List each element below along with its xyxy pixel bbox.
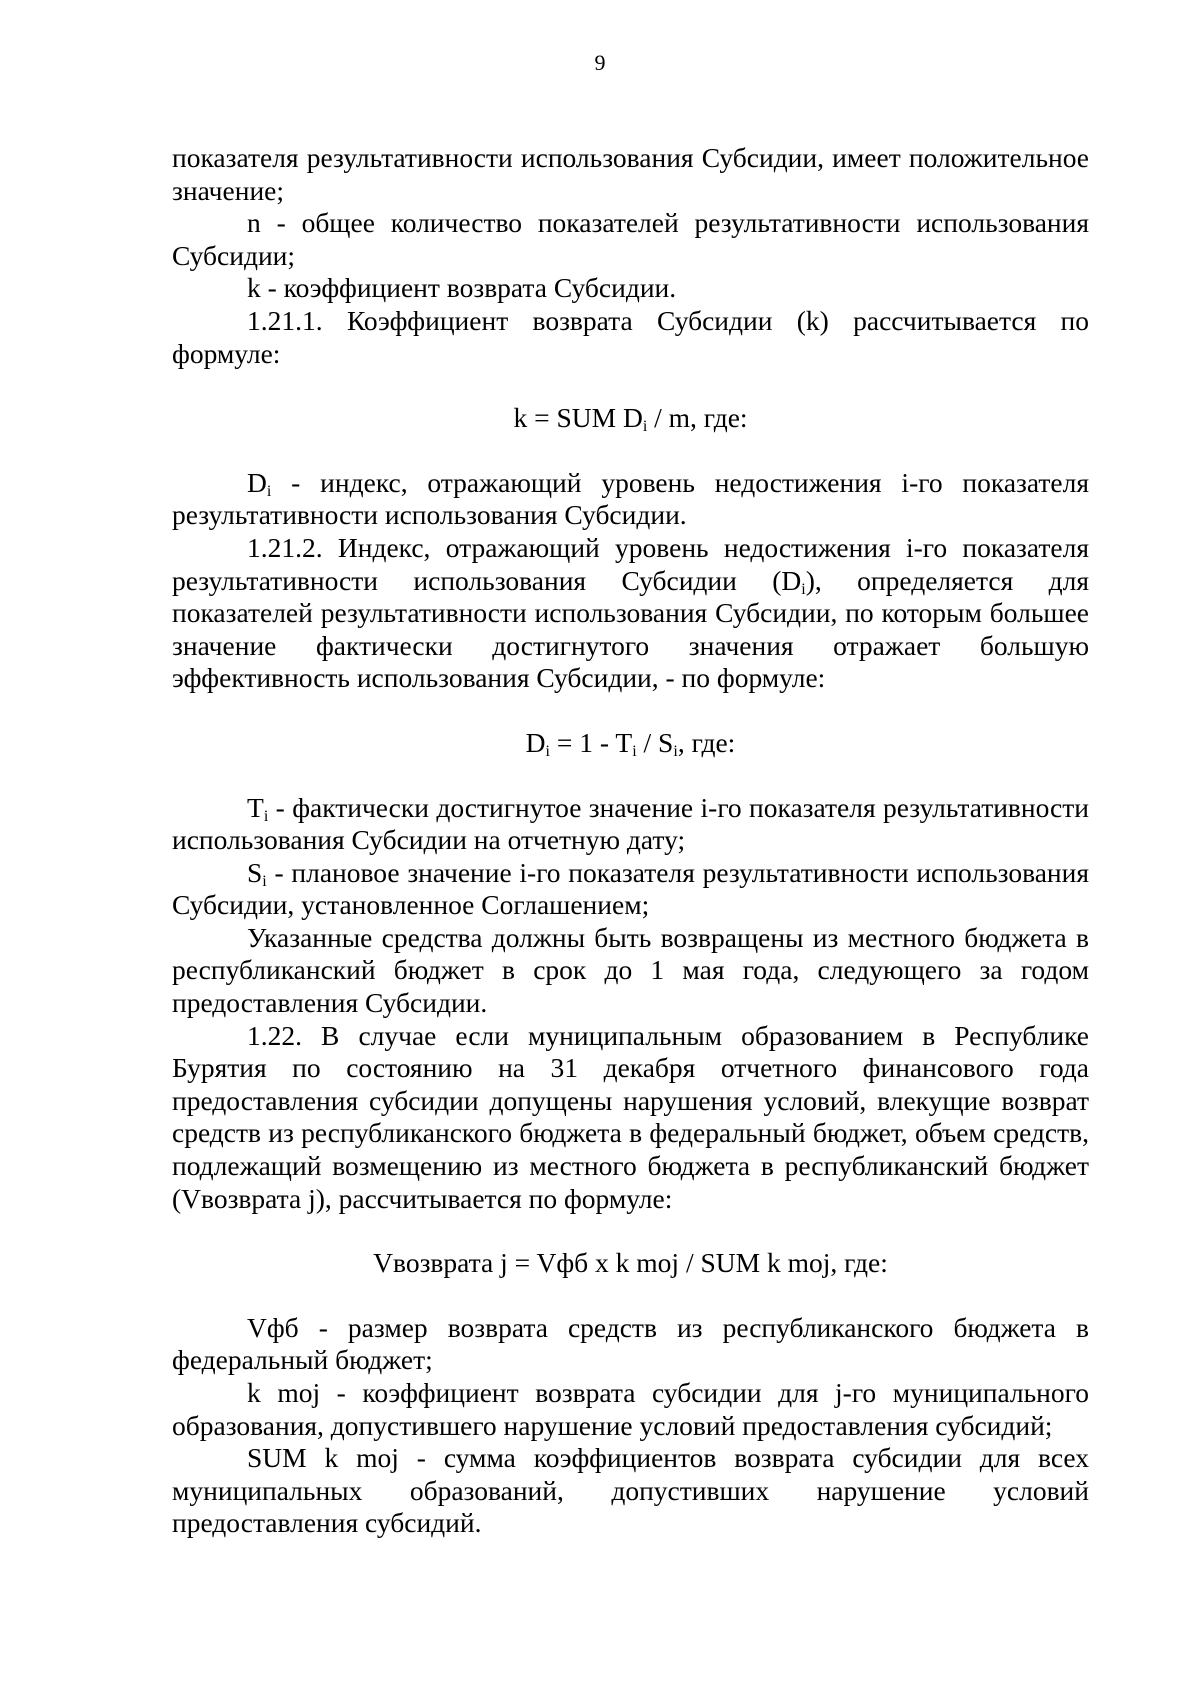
formula-d-sub-2: i bbox=[632, 742, 637, 760]
paragraph-1-21-2-sub: i bbox=[801, 580, 806, 598]
formula-d-part-2: = 1 - T bbox=[550, 726, 633, 758]
formula-d-part-3: / S bbox=[636, 726, 674, 758]
paragraph-n-definition: n - общее количество показателей результативности использования Субсидии; bbox=[172, 207, 1089, 271]
paragraph-si-sub: i bbox=[262, 872, 267, 890]
paragraph-ti-pre: T bbox=[247, 791, 264, 823]
paragraph-di-definition bbox=[172, 467, 1089, 532]
formula-v: Vвозврата j = Vфб x k moj / SUM k moj, где: bbox=[373, 1247, 888, 1279]
formula-k bbox=[172, 370, 1089, 467]
paragraph-return-deadline: Указанные средства должны быть возвращены из местного бюджета в республиканский бюджет в срок до 1 мая года, следующего за годом предоставления Субсидии. bbox=[172, 921, 1089, 1019]
paragraph-ti-post: - фактически достигнутое значение i-го показателя результативности использования Субсидии на отчетную дату; bbox=[172, 791, 1089, 856]
formula-d-sub-3: i bbox=[673, 742, 678, 760]
paragraph-di-sub: i bbox=[266, 482, 272, 500]
paragraph-ti-sub: i bbox=[263, 807, 269, 825]
paragraph-sum-kmoj-definition: SUM k moj - сумма коэффициентов возврата субсидии для всех муниципальных образований, допустивших нарушение условий предоставления субсидий. bbox=[172, 1442, 1089, 1539]
paragraph-di-pre: D bbox=[247, 466, 267, 498]
paragraph-1-21-2-post: ), определяется для показателей результативности использования Субсидии, по которым большее значение фактически достигнутого значения отражает большую эффективность использования Субсидии, - по формуле: bbox=[172, 564, 1089, 694]
paragraph-kmoj-definition: k moj - коэффициент возврата субсидии для j-го муниципального образования, допустившего нарушение условий предоставления субсидий; bbox=[172, 1377, 1089, 1441]
paragraph-continuation: показателя результативности использования Субсидии, имеет положительное значение; bbox=[172, 142, 1089, 206]
paragraph-si-post: - плановое значение i-го показателя результативности использования Субсидии, установленное Соглашением; bbox=[172, 856, 1089, 921]
paragraph-1-21-2 bbox=[172, 532, 1089, 695]
document-body bbox=[172, 142, 1089, 1540]
formula-k-part-1: k = SUM D bbox=[513, 402, 643, 434]
formula-k-sub-1: i bbox=[642, 418, 648, 436]
page-number: 9 bbox=[594, 50, 606, 75]
formula-d-part-4: , где: bbox=[677, 726, 736, 758]
paragraph-1-22: 1.22. В случае если муниципальным образованием в Республике Бурятия по состоянию на 31 декабря отчетного финансового года предоставления субсидии допущены нарушения условий, влекущие возврат средств из республиканского бюджета в федеральный бюджет, объем средств, подлежащий возмещению из местного бюджета в республиканский бюджет (Vвозврата j), рассчитывается по формуле: bbox=[172, 1019, 1089, 1214]
paragraph-1-21-2-pre: 1.21.2. Индекс, отражающий уровень недостижения i-го показателя результативности использования Субсидии (D bbox=[172, 531, 1089, 596]
paragraph-ti-definition bbox=[172, 792, 1089, 857]
paragraph-si-pre: S bbox=[247, 856, 263, 888]
formula-d-sub-1: i bbox=[545, 742, 550, 760]
formula-d-part-1: D bbox=[525, 726, 546, 758]
formula-k-part-2: / m, где: bbox=[647, 402, 748, 434]
paragraph-si-definition bbox=[172, 857, 1089, 922]
paragraph-k-definition: k - коэффициент возврата Субсидии. bbox=[247, 272, 677, 304]
paragraph-di-post: - индекс, отражающий уровень недостижения i-го показателя результативности использования Субсидии. bbox=[172, 466, 1089, 531]
paragraph-1-21-1: 1.21.1. Коэффициент возврата Субсидии (k) рассчитывается по формуле: bbox=[172, 304, 1089, 369]
paragraph-vfb-definition: Vфб - размер возврата средств из республиканского бюджета в федеральный бюджет; bbox=[172, 1311, 1089, 1376]
formula-d bbox=[172, 695, 1089, 792]
